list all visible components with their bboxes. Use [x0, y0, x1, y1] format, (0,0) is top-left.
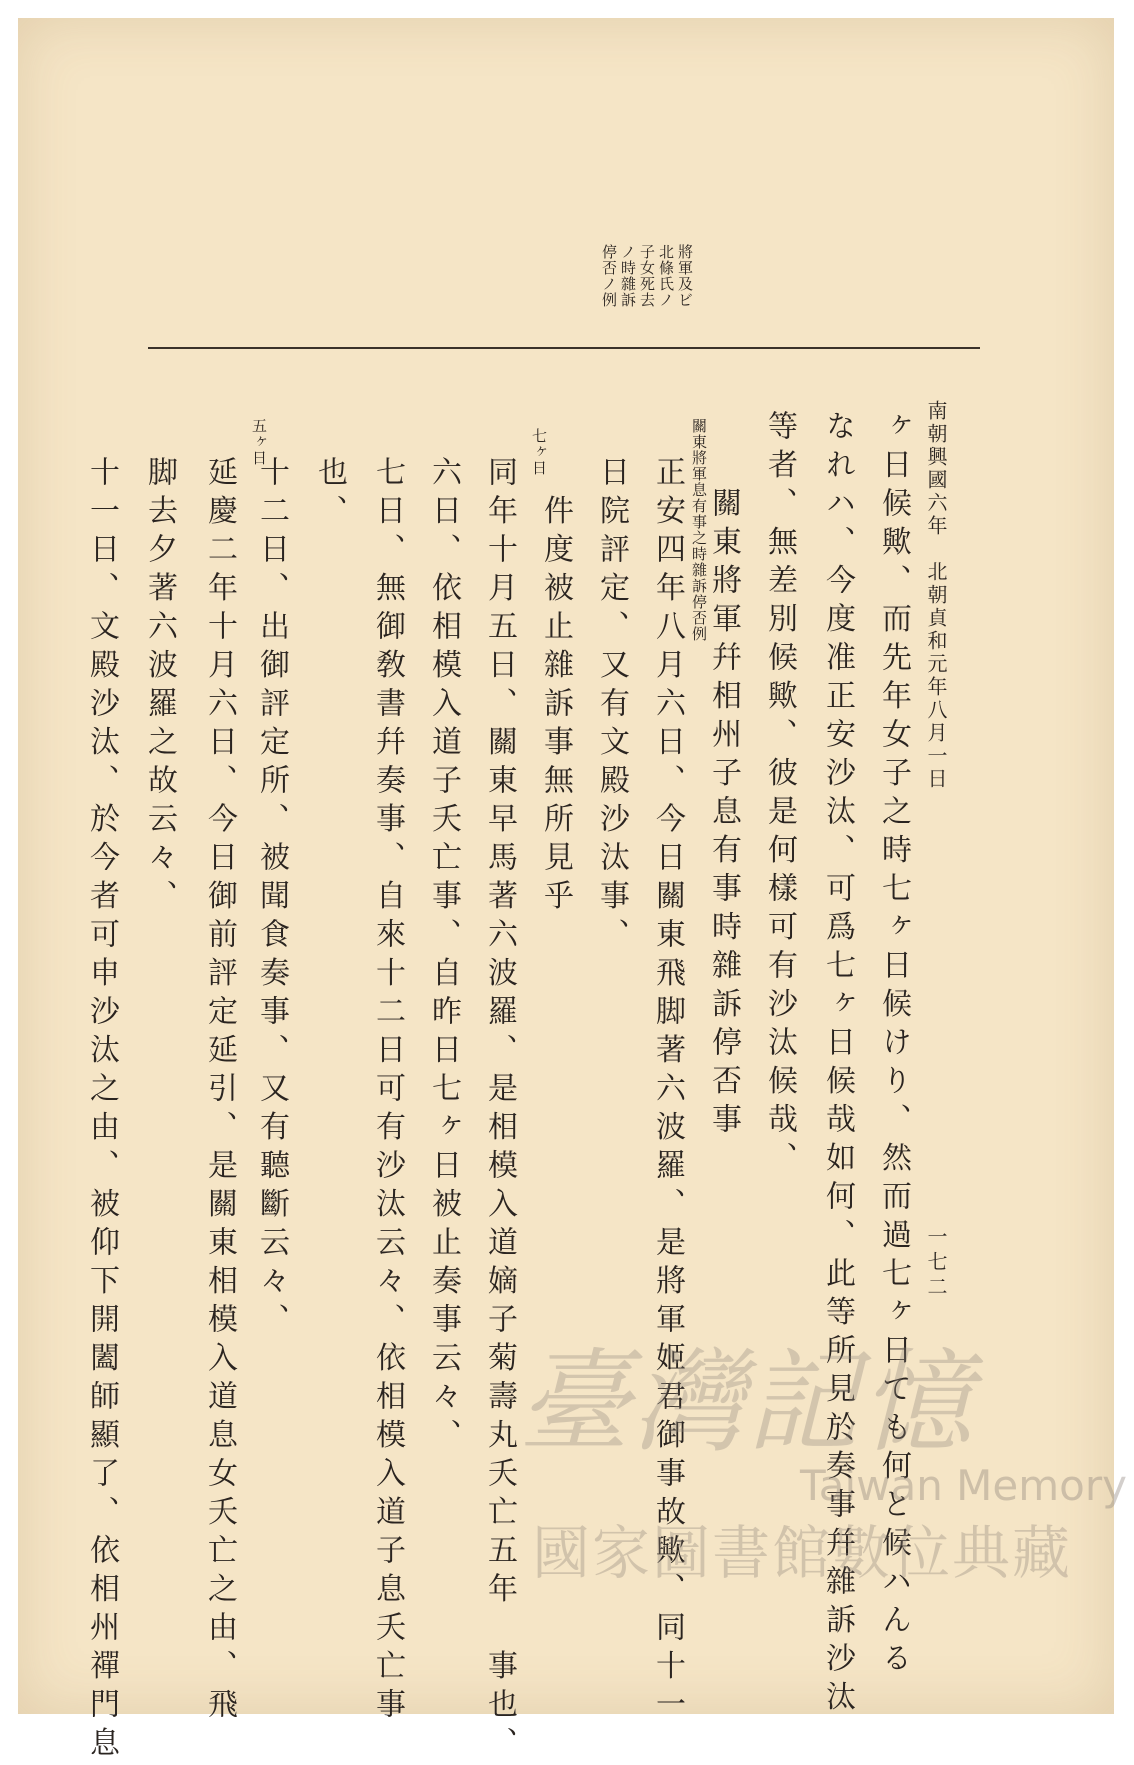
text-column: 關東將軍幷相州子息有事時雜訴停否事 — [706, 410, 741, 1142]
text-column: 日院評定、又有文殿沙汰事、 — [594, 456, 629, 957]
margin-note-line: 停否ノ例 — [600, 244, 618, 308]
text-column: ヶ日候歟、而先年女子之時七ヶ日候けり、然而過七ヶ日ても何と候ハんる — [876, 410, 911, 1681]
text-column: なれハ、今度准正安沙汰、可爲七ヶ日候哉如何、此等所見於奏事幷雜訴沙汰 — [820, 410, 855, 1719]
text-column: 脚去夕著六波羅之故云々、 — [142, 456, 177, 918]
text-column: 等者、無差別候歟、彼是何樣可有沙汰候哉、 — [762, 410, 797, 1180]
watermark — [518, 1338, 1127, 1608]
watermark-chinese: 國家圖書館數位典藏 — [532, 1519, 1073, 1587]
text-column: 同年十月五日、關東早馬著六波羅、是相模入道嫡子菊壽丸夭亡五年 事也、 — [482, 456, 517, 1765]
text-column: 十一日、文殿沙汰、於今者可申沙汰之由、被仰下開闔師顯了、依相州禪門息 — [84, 456, 119, 1765]
margin-note-line: ノ時雜訴 — [619, 244, 637, 308]
interlinear-note: 五ヶ日 — [250, 418, 268, 466]
text-column: 件度被止雜訴事無所見乎 — [538, 456, 573, 918]
text-column: 正安四年八月六日、今日關東飛脚著六波羅、是將軍姬君御事故歟、同十一 — [650, 456, 685, 1727]
watermark-script: 臺灣記憶 — [518, 1338, 974, 1468]
text-column: 也、 — [312, 456, 347, 533]
page-number: 一七二 — [924, 1226, 948, 1301]
interlinear-note: 七ヶ日 — [530, 428, 548, 476]
running-title: 南朝興國六年 北朝貞和元年八月一日 — [924, 400, 948, 791]
text-column: 七日、無御敎書幷奏事、自來十二日可有沙汰云々、依相模入道子息夭亡事 — [370, 456, 405, 1727]
text-column: 延慶二年十月六日、今日御前評定延引、是關東相模入道息女夭亡之由、飛 — [202, 456, 237, 1727]
margin-note-line: 將軍及ビ — [676, 244, 694, 308]
interlinear-note: 關東將軍息有事之時雜訴停否例 — [690, 418, 708, 642]
text-column: 十二日、出御評定所、被聞食奏事、又有聽斷云々、 — [254, 456, 289, 1342]
margin-note-line: 北條氏ノ — [657, 244, 675, 308]
margin-note-line: 子女死去 — [638, 244, 656, 308]
watermark-english: Taiwan Memory — [800, 1461, 1127, 1510]
document-page — [18, 18, 1127, 1765]
text-column: 六日、依相模入道子夭亡事、自昨日七ヶ日被止奏事云々、 — [426, 456, 461, 1457]
divider-rule — [148, 347, 980, 349]
